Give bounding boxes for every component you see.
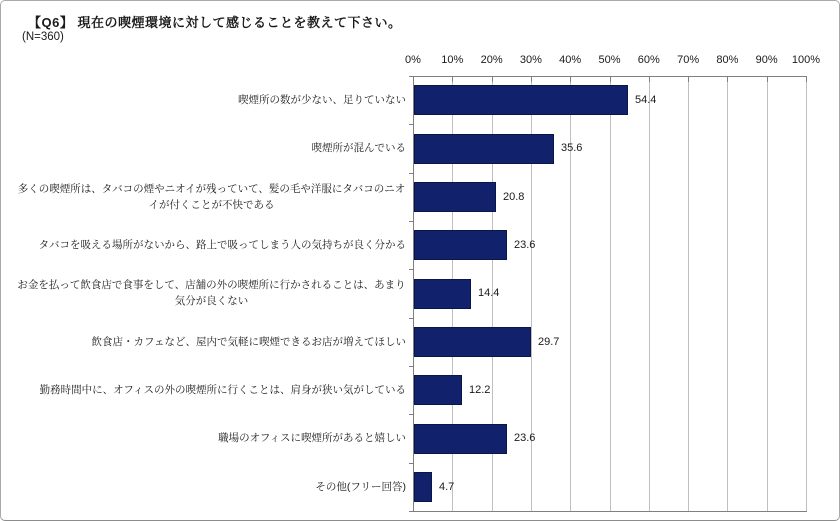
x-axis-tick-label: 100% [791, 54, 821, 66]
value-label: 4.7 [439, 480, 455, 493]
y-axis-tick [409, 269, 414, 270]
x-axis-tick-label: 50% [598, 54, 621, 66]
bar [414, 327, 531, 357]
chart-title: 【Q6】 現在の喫煙環境に対して感じることを教えて下さい。 [28, 15, 402, 30]
category-label [17, 414, 406, 462]
gridline [727, 76, 728, 511]
category-label [17, 124, 406, 172]
category-label [17, 366, 406, 414]
y-axis-tick [409, 366, 414, 367]
value-label: 14.4 [478, 287, 500, 300]
x-axis-tick-label: 40% [559, 54, 582, 66]
x-axis-line [413, 76, 807, 77]
y-axis-tick [409, 318, 414, 319]
gridline [767, 76, 768, 511]
bar [414, 375, 462, 405]
gridline [610, 76, 611, 511]
x-axis-tick-label: 20% [480, 54, 503, 66]
x-axis-tick-label: 80% [716, 54, 739, 66]
category-label-text: 勤務時間中に、オフィスの外の喫煙所に行くことは、肩身が狭い気がしている [39, 384, 406, 397]
gridline [806, 76, 807, 511]
bar [414, 230, 507, 260]
category-label-text: お金を払って飲食店で食事をして、店舗の外の喫煙所に行かされることは、あまり気分が良くない [17, 279, 406, 308]
x-axis-tick-label: 30% [519, 54, 542, 66]
bar [414, 424, 507, 454]
category-label-text: 職場のオフィスに喫煙所があると嬉しい [218, 432, 406, 445]
value-label: 29.7 [538, 335, 560, 348]
plot-bottom-border [413, 511, 807, 512]
y-axis-tick [409, 511, 414, 512]
category-label [17, 318, 406, 366]
category-label-text: 喫煙所が混んでいる [311, 142, 406, 155]
category-label-text: 飲食店・カフェなど、屋内で気軽に喫煙できるお店が増えてほしい [91, 335, 406, 348]
value-label: 23.6 [514, 432, 536, 445]
y-axis-tick [409, 173, 414, 174]
bar [414, 85, 628, 115]
x-axis-tick-label: 0% [405, 54, 421, 66]
value-label: 35.6 [561, 142, 583, 155]
bar [414, 134, 554, 164]
x-axis-tick-label: 10% [441, 54, 464, 66]
category-label [17, 76, 406, 124]
category-label [17, 221, 406, 269]
sample-size-note: (N=360) [22, 31, 64, 43]
bar [414, 472, 432, 502]
category-label [17, 269, 406, 317]
y-axis-tick [409, 124, 414, 125]
value-label: 20.8 [503, 190, 525, 203]
y-axis-tick [409, 414, 414, 415]
gridline [649, 76, 650, 511]
category-label-text: その他(フリー回答) [315, 480, 406, 493]
category-label [17, 463, 406, 511]
bar [414, 182, 496, 212]
category-label [17, 173, 406, 221]
y-axis-tick [409, 76, 414, 77]
category-label-text: 喫煙所の数が少ない、足りていない [238, 94, 406, 107]
value-label: 12.2 [469, 384, 491, 397]
x-axis-tick-label: 60% [637, 54, 660, 66]
x-axis-tick-label: 90% [755, 54, 778, 66]
value-label: 54.4 [635, 94, 657, 107]
bar [414, 279, 471, 309]
value-label: 23.6 [514, 239, 536, 252]
category-label-text: 多くの喫煙所は、タバコの煙やニオイが残っていて、髪の毛や洋服にタバコのニオイが付くことが不快である [17, 182, 406, 211]
gridline [688, 76, 689, 511]
y-axis-tick [409, 221, 414, 222]
y-axis-tick [409, 463, 414, 464]
x-axis-tick-label: 70% [677, 54, 700, 66]
category-label-text: タバコを吸える場所がないから、路上で吸ってしまう人の気持ちが良く分かる [38, 239, 406, 252]
